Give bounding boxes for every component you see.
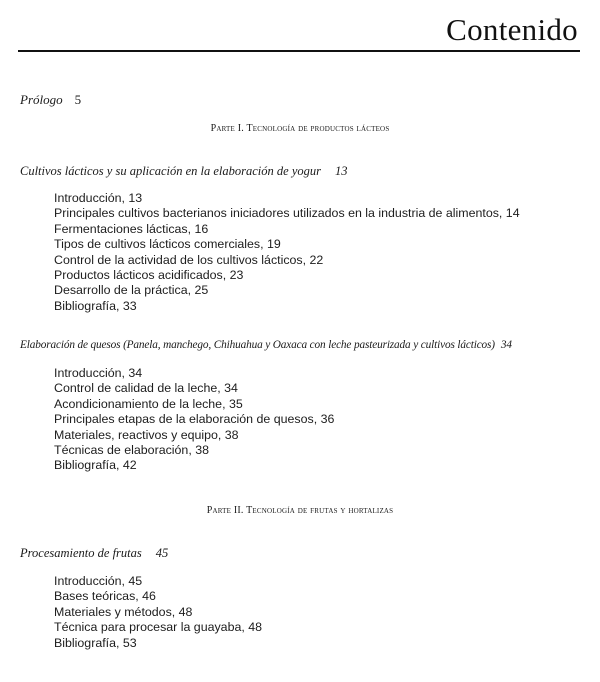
chapter-2-entries	[54, 366, 334, 474]
part-heading-label: Parte II. Tecnología de frutas y hortalizas	[206, 505, 394, 516]
toc-entry-prologo	[20, 92, 81, 108]
toc-entry: Control de la actividad de los cultivos lácticos, 22	[54, 252, 324, 267]
chapter-title: Procesamiento de frutas	[20, 546, 142, 560]
toc-entry: Control de calidad de la leche, 34	[54, 381, 238, 396]
part-heading-1	[0, 123, 600, 134]
chapter-heading-2	[20, 339, 512, 351]
toc-entry: Desarrollo de la práctica, 25	[54, 283, 209, 298]
part-heading-2	[0, 505, 600, 516]
toc-entry: Principales etapas de la elaboración de quesos, 36	[54, 412, 335, 427]
toc-entry: Bibliografía, 53	[54, 635, 137, 650]
prologo-label: Prólogo	[20, 92, 63, 107]
toc-entry: Tipos de cultivos lácticos comerciales, 19	[54, 237, 281, 252]
toc-entry: Introducción, 34	[54, 366, 143, 380]
toc-entry: Principales cultivos bacterianos iniciadores utilizados en la industria de alimentos, 14	[54, 206, 520, 221]
prologo-page: 5	[74, 92, 82, 107]
toc-entry: Materiales y métodos, 48	[54, 604, 193, 619]
part-heading-label: Parte I. Tecnología de productos lácteos	[210, 123, 390, 134]
chapter-1-entries	[54, 191, 520, 314]
title-rule	[18, 50, 580, 52]
chapter-page: 45	[155, 546, 169, 560]
page-title: Contenido	[446, 12, 578, 47]
toc-entry: Introducción, 45	[54, 574, 143, 588]
chapter-heading-3	[20, 546, 168, 561]
chapter-title: Cultivos lácticos y su aplicación en la elaboración de yogur	[20, 164, 321, 178]
chapter-3-entries	[54, 574, 262, 651]
toc-entry: Materiales, reactivos y equipo, 38	[54, 427, 239, 442]
toc-entry: Técnica para procesar la guayaba, 48	[54, 620, 263, 635]
toc-entry: Bases teóricas, 46	[54, 589, 156, 604]
toc-entry: Acondicionamiento de la leche, 35	[54, 396, 243, 411]
chapter-heading-1	[20, 164, 348, 179]
toc-entry: Introducción, 13	[54, 191, 143, 205]
toc-entry: Bibliografía, 42	[54, 458, 137, 473]
toc-entry: Productos lácticos acidificados, 23	[54, 268, 244, 283]
chapter-page: 34	[500, 339, 512, 351]
chapter-title: Elaboración de quesos (Panela, manchego, Chihuahua y Oaxaca con leche pasteurizada y cultivos lácticos)	[20, 339, 495, 351]
chapter-page: 13	[335, 164, 348, 178]
toc-entry: Técnicas de elaboración, 38	[54, 443, 209, 458]
toc-entry: Bibliografía, 33	[54, 298, 137, 313]
toc-entry: Fermentaciones lácticas, 16	[54, 221, 209, 236]
